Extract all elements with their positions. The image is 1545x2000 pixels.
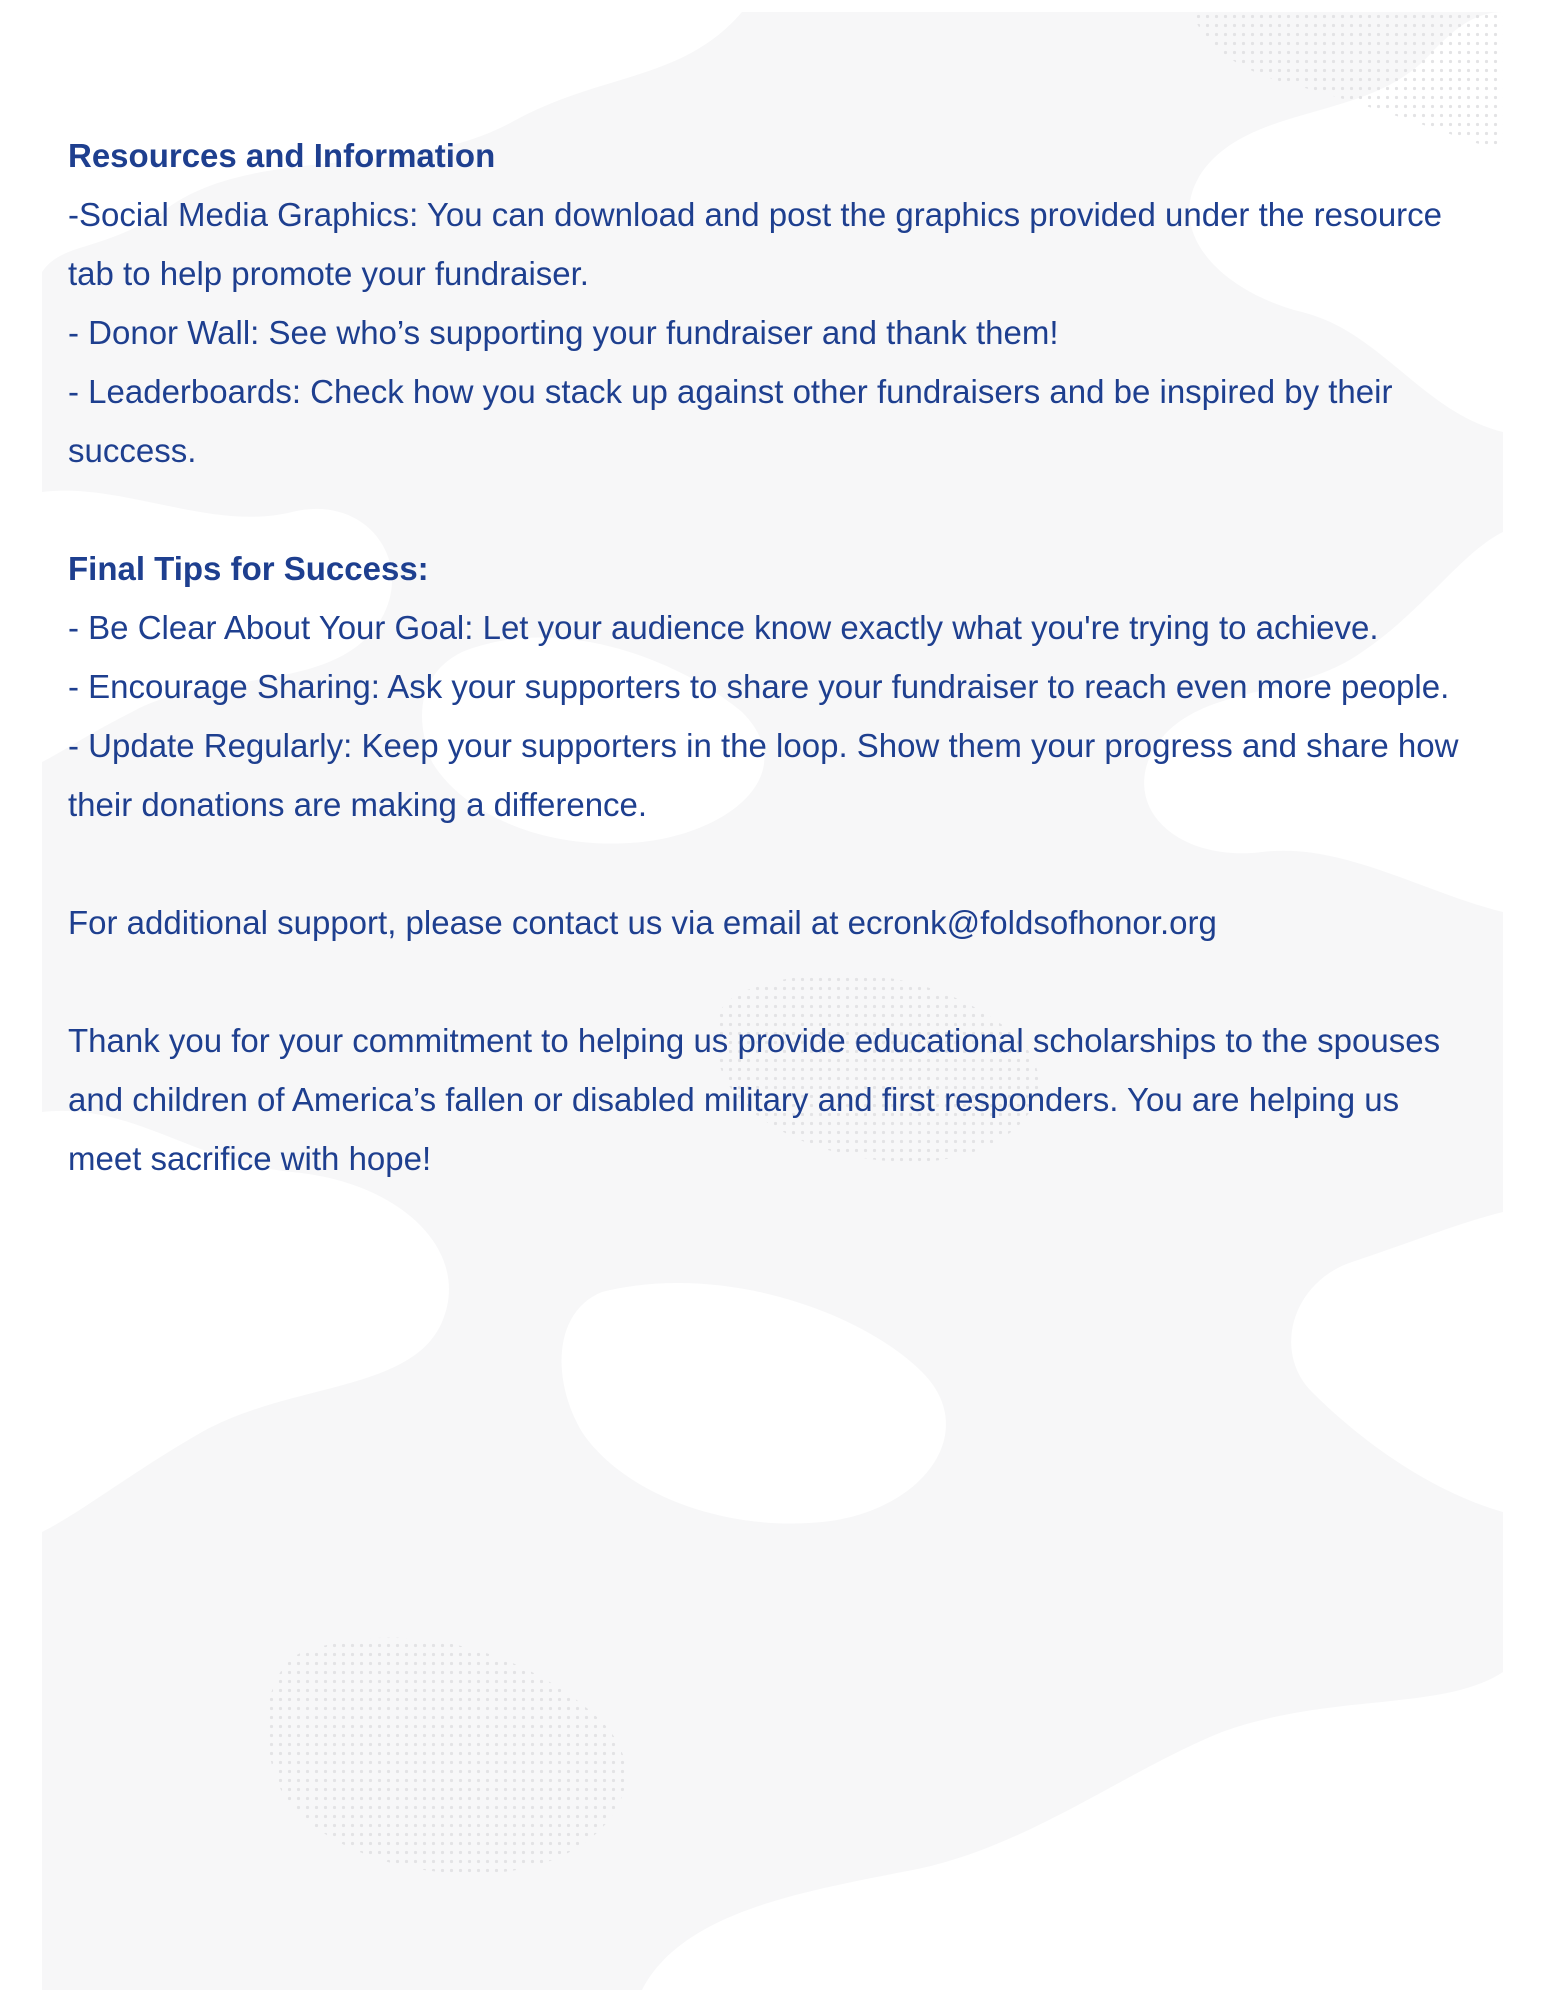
tips-heading: Final Tips for Success: — [68, 550, 429, 587]
tips-section — [68, 539, 1478, 834]
closing-section — [68, 1011, 1478, 1188]
support-section — [68, 893, 1478, 952]
support-email-link[interactable]: ecronk@foldsofhonor.org — [847, 904, 1217, 941]
closing-text: Thank you for your commitment to helping us provide educational scholarships to the spouses and children of America’s fallen or disabled military and first responders. You are helping us meet sacrifice with hope! — [68, 1022, 1441, 1177]
resources-item-leaderboards: - Leaderboards: Check how you stack up against other fundraisers and be inspired by their success. — [68, 373, 1393, 469]
resources-item-donor-wall: - Donor Wall: See who’s supporting your fundraiser and thank them! — [68, 314, 1059, 351]
tips-item-encourage-sharing: - Encourage Sharing: Ask your supporters to share your fundraiser to reach even more people. — [68, 668, 1450, 705]
tips-item-clear-goal: - Be Clear About Your Goal: Let your audience know exactly what you're trying to achieve. — [68, 609, 1379, 646]
tips-item-update-regularly: - Update Regularly: Keep your supporters in the loop. Show them your progress and share how their donations are making a difference. — [68, 727, 1459, 823]
resources-section — [68, 126, 1478, 480]
document-content — [68, 126, 1478, 1247]
resources-item-social-media: -Social Media Graphics: You can download and post the graphics provided under the resource tab to help promote your fundraiser. — [68, 196, 1443, 292]
resources-heading: Resources and Information — [68, 137, 496, 174]
support-text: For additional support, please contact us via email at — [68, 904, 848, 941]
document-page — [42, 12, 1503, 1990]
